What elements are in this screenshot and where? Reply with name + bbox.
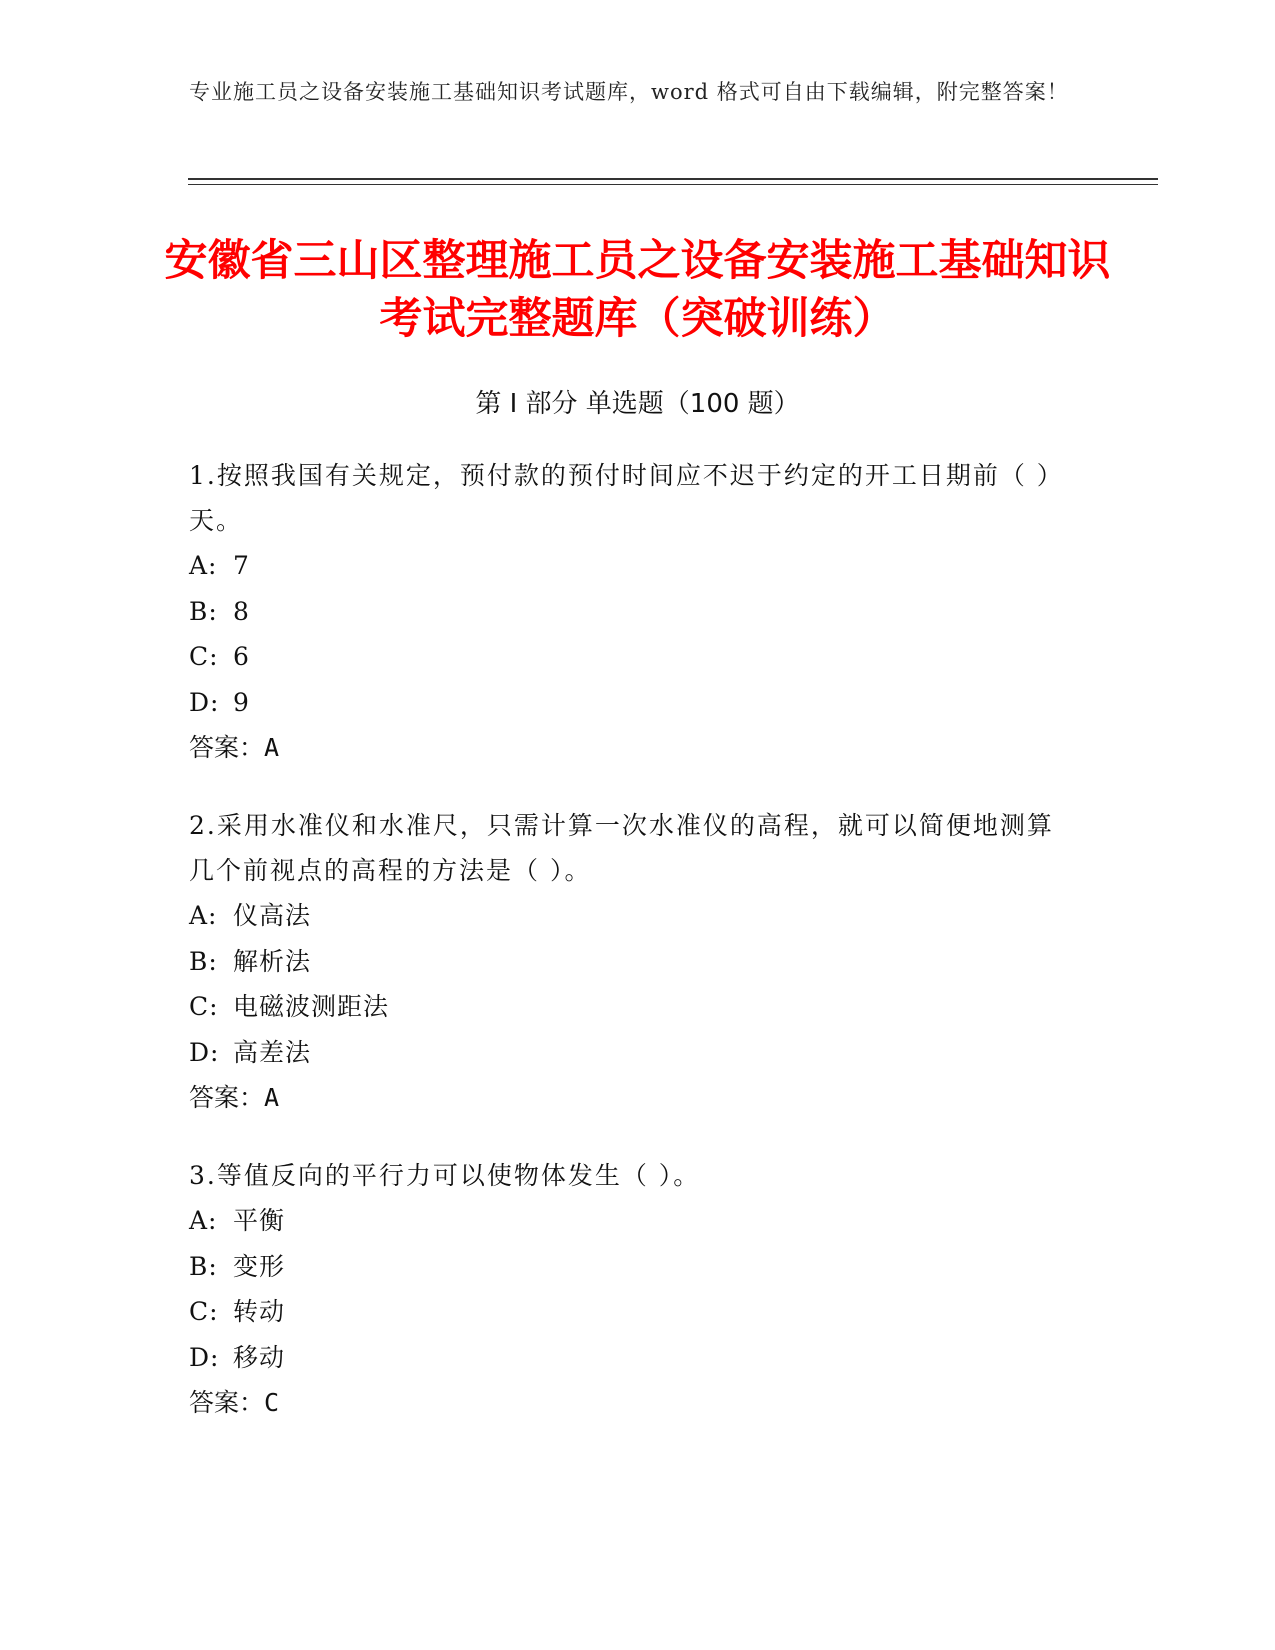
option-a (189, 543, 1069, 589)
option-value: 6 (233, 642, 250, 671)
question-text: 1.按照我国有关规定，预付款的预付时间应不迟于约定的开工日期前（ ）天。 (189, 461, 1064, 535)
option-label: A: (189, 1206, 218, 1235)
question-text: 2.采用水准仪和水准尺，只需计算一次水准仪的高程，就可以简便地测算几个前视点的高程的方法是（ ）。 (189, 811, 1054, 885)
option-a (189, 1198, 1069, 1244)
option-d (189, 1030, 1069, 1076)
option-value: 转动 (233, 1297, 286, 1326)
answer-label: 答案： (189, 1388, 265, 1417)
option-label: B: (189, 1251, 218, 1281)
answer-line (189, 725, 1069, 770)
option-value: 变形 (233, 1251, 286, 1281)
section-title: 第 I 部分 单选题（100 题） (475, 389, 800, 419)
option-label: C: (189, 1297, 219, 1326)
header-note: 专业施工员之设备安装施工基础知识考试题库，word 格式可自由下载编辑，附完整答案！ (189, 80, 1069, 104)
option-value: 9 (233, 687, 250, 717)
answer-label: 答案： (189, 1083, 265, 1112)
option-c (189, 634, 1069, 680)
answer-value: A (264, 733, 280, 762)
option-value: 仪高法 (233, 901, 312, 930)
answer-line (189, 1075, 1069, 1120)
option-d (189, 1335, 1069, 1381)
option-label: B: (189, 596, 218, 626)
option-a (189, 893, 1069, 939)
option-value: 平衡 (233, 1206, 286, 1235)
answer-value: A (264, 1083, 280, 1112)
option-label: B: (189, 946, 218, 976)
option-value: 移动 (233, 1342, 286, 1372)
option-c (189, 984, 1069, 1030)
answer-value: C (264, 1388, 280, 1417)
question-text: 3.等值反向的平行力可以使物体发生（ ）。 (189, 1161, 701, 1190)
option-label: D: (189, 687, 220, 717)
option-d (189, 680, 1069, 726)
option-label: A: (189, 551, 218, 580)
answer-line (189, 1380, 1069, 1425)
answer-label: 答案： (189, 733, 265, 762)
option-label: C: (189, 992, 219, 1021)
document-title: 安徽省三山区整理施工员之设备安装施工基础知识考试完整题库（突破训练） (164, 236, 1111, 344)
option-label: D: (189, 1037, 220, 1067)
header-rule-thin (188, 184, 1158, 185)
option-b (189, 1244, 1069, 1290)
question-2 (189, 803, 1069, 1120)
question-3 (189, 1153, 1069, 1425)
option-b (189, 939, 1069, 985)
option-value: 高差法 (233, 1037, 312, 1067)
option-c (189, 1289, 1069, 1335)
option-label: A: (189, 901, 218, 930)
option-label: C: (189, 642, 219, 671)
option-value: 电磁波测距法 (233, 992, 390, 1021)
option-label: D: (189, 1342, 220, 1372)
option-b (189, 589, 1069, 635)
option-value: 8 (233, 596, 250, 626)
option-value: 解析法 (233, 946, 312, 976)
option-value: 7 (233, 551, 250, 580)
question-1 (189, 453, 1069, 770)
header-rule-thick (188, 178, 1158, 180)
